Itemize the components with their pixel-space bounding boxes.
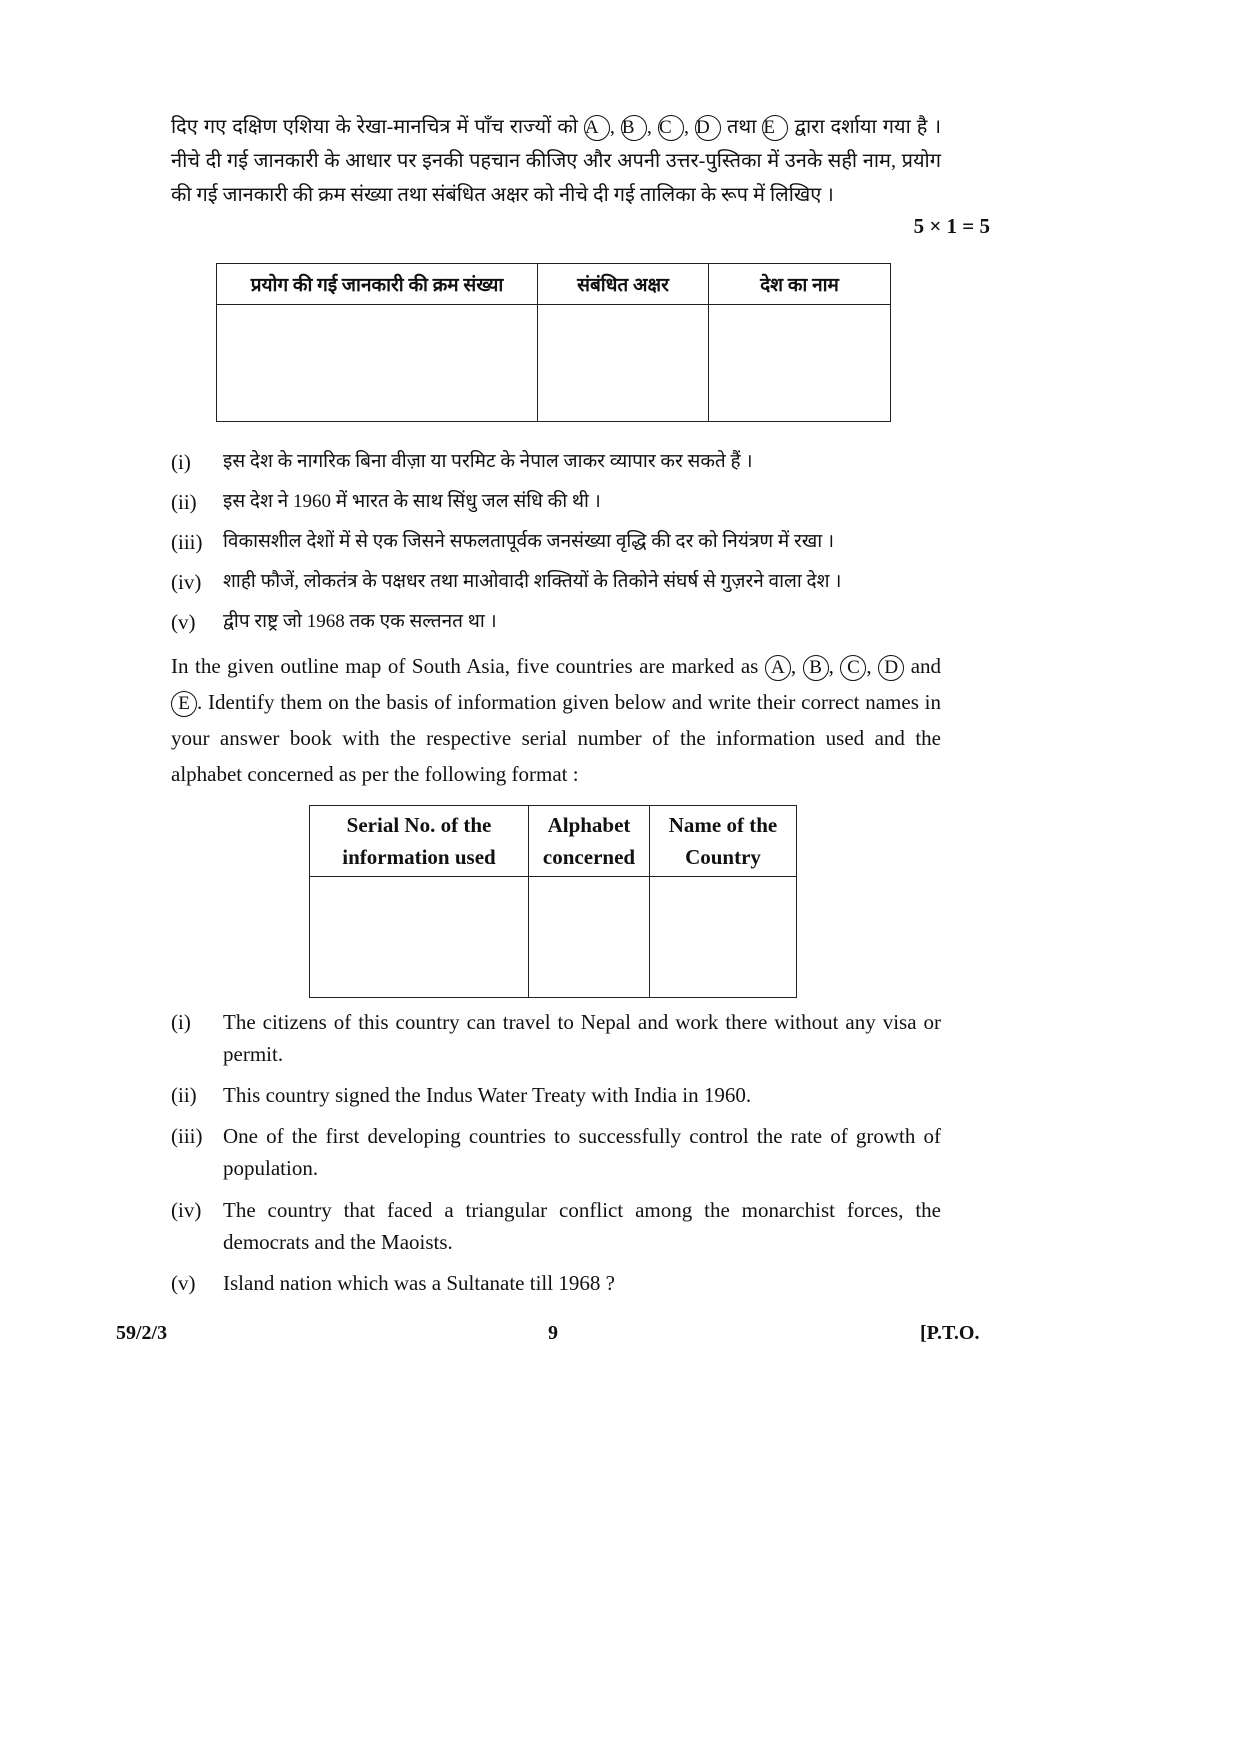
item-text: One of the first developing countries to successfully control the rate of growth of population. xyxy=(223,1124,941,1180)
item-text: इस देश ने 1960 में भारत के साथ सिंधु जल संधि की थी । xyxy=(223,491,601,512)
table-cell xyxy=(529,877,650,998)
item-text: विकासशील देशों में से एक जिसने सफलतापूर्वक जनसंख्या वृद्धि की दर को नियंत्रण में रखा । xyxy=(223,531,835,552)
table-header: Alphabet concerned xyxy=(529,806,650,877)
letter-e: E xyxy=(762,115,788,141)
table-header: प्रयोग की गई जानकारी की क्रम संख्या xyxy=(217,264,538,305)
hindi-answer-table xyxy=(216,263,891,422)
item-text: शाही फौजें, लोकतंत्र के पक्षधर तथा माओवादी शक्तियों के तिकोने संघर्ष से गुज़रने वाला देश । xyxy=(223,571,842,592)
english-item xyxy=(171,1267,941,1299)
item-text: Island nation which was a Sultanate till 1968 ? xyxy=(223,1271,615,1295)
item-number: (v) xyxy=(171,1271,196,1295)
table-header: देश का नाम xyxy=(709,264,891,305)
english-intro-rest: . Identify them on the basis of information given below and write their correct names in your answer book with the respective serial number of the information used and the alphabet concerned as per the following format : xyxy=(171,690,941,786)
item-text: इस देश के नागरिक बिना वीज़ा या परमिट के नेपाल जाकर व्यापार कर सकते हैं । xyxy=(223,451,753,472)
item-number: (iii) xyxy=(171,1124,203,1148)
item-number: (ii) xyxy=(171,490,197,514)
letter-c: C xyxy=(840,655,866,681)
item-text: This country signed the Indus Water Treaty with India in 1960. xyxy=(223,1083,752,1107)
hindi-item xyxy=(171,486,941,518)
marks: 5 × 1 = 5 xyxy=(913,214,990,238)
hindi-item xyxy=(171,606,941,638)
hindi-item xyxy=(171,566,941,598)
letter-d: D xyxy=(878,655,904,681)
english-instructions: In the given outline map of South Asia, five countries are marked as A , B , C , D and E . Identify them on the basis of information given below and write their correct names in your answer book with the respective serial number of the information used and the alphabet concerned as per the following format : xyxy=(171,654,942,786)
item-text: The citizens of this country can travel to Nepal and work there without any visa or permit. xyxy=(223,1010,941,1066)
english-intro-text: In the given outline map of South Asia, five countries are marked as xyxy=(171,654,759,678)
letter-d: D xyxy=(695,115,721,141)
table-header: Serial No. of the information used xyxy=(310,806,529,877)
item-number: (ii) xyxy=(171,1083,197,1107)
letter-b: B xyxy=(621,115,647,141)
english-item xyxy=(171,1006,941,1070)
hindi-item xyxy=(171,446,941,478)
table-header: Name of the Country xyxy=(650,806,797,877)
letter-c: C xyxy=(658,115,684,141)
pto-label: [P.T.O. xyxy=(920,1322,980,1344)
table-header: संबंधित अक्षर xyxy=(538,264,709,305)
and-word: and xyxy=(910,654,942,678)
item-number: (i) xyxy=(171,1010,191,1034)
page-number: 9 xyxy=(548,1322,558,1344)
english-item xyxy=(171,1194,941,1258)
letter-a: A xyxy=(765,655,791,681)
hindi-item xyxy=(171,526,941,558)
table-cell xyxy=(709,305,891,422)
hindi-intro-rest: द्वारा दर्शाया गया है । नीचे दी गई जानकारी के आधार पर इनकी पहचान कीजिए और अपनी उत्तर-पुस्तिका में उनके सही नाम, प्रयोग की गई जानकारी की क्रम संख्या तथा संबंधित अक्षर को नीचे दी गई तालिका के रूप में लिखिए । xyxy=(171,116,942,206)
paper-code: 59/2/3 xyxy=(116,1322,168,1344)
letter-a: A xyxy=(584,115,610,141)
item-number: (v) xyxy=(171,610,196,634)
letter-e: E xyxy=(171,691,197,717)
english-item xyxy=(171,1120,941,1184)
and-word: तथा xyxy=(727,116,757,138)
item-number: (i) xyxy=(171,450,191,474)
table-cell xyxy=(650,877,797,998)
table-cell xyxy=(310,877,529,998)
english-item xyxy=(171,1079,941,1111)
item-number: (iv) xyxy=(171,1198,202,1222)
table-cell xyxy=(538,305,709,422)
english-answer-table xyxy=(309,805,797,998)
table-cell xyxy=(217,305,538,422)
item-text: द्वीप राष्ट्र जो 1968 तक एक सल्तनत था । xyxy=(223,611,497,632)
item-text: The country that faced a triangular conflict among the monarchist forces, the democrats and the Maoists. xyxy=(223,1198,941,1254)
item-number: (iv) xyxy=(171,570,202,594)
hindi-instructions: दिए गए दक्षिण एशिया के रेखा-मानचित्र में पाँच राज्यों को A , B , C , D तथा E द्वारा दर्शाया गया है । नीचे दी गई जानकारी के आधार पर इनकी पहचान कीजिए और अपनी उत्तर-पुस्तिका में उनके सही नाम, प्रयोग की गई जानकारी की क्रम संख्या तथा संबंधित अक्षर को नीचे दी गई तालिका के रूप में लिखिए । xyxy=(171,116,942,206)
hindi-intro-text: दिए गए दक्षिण एशिया के रेखा-मानचित्र में पाँच राज्यों को xyxy=(171,116,578,138)
letter-b: B xyxy=(803,655,829,681)
item-number: (iii) xyxy=(171,530,203,554)
